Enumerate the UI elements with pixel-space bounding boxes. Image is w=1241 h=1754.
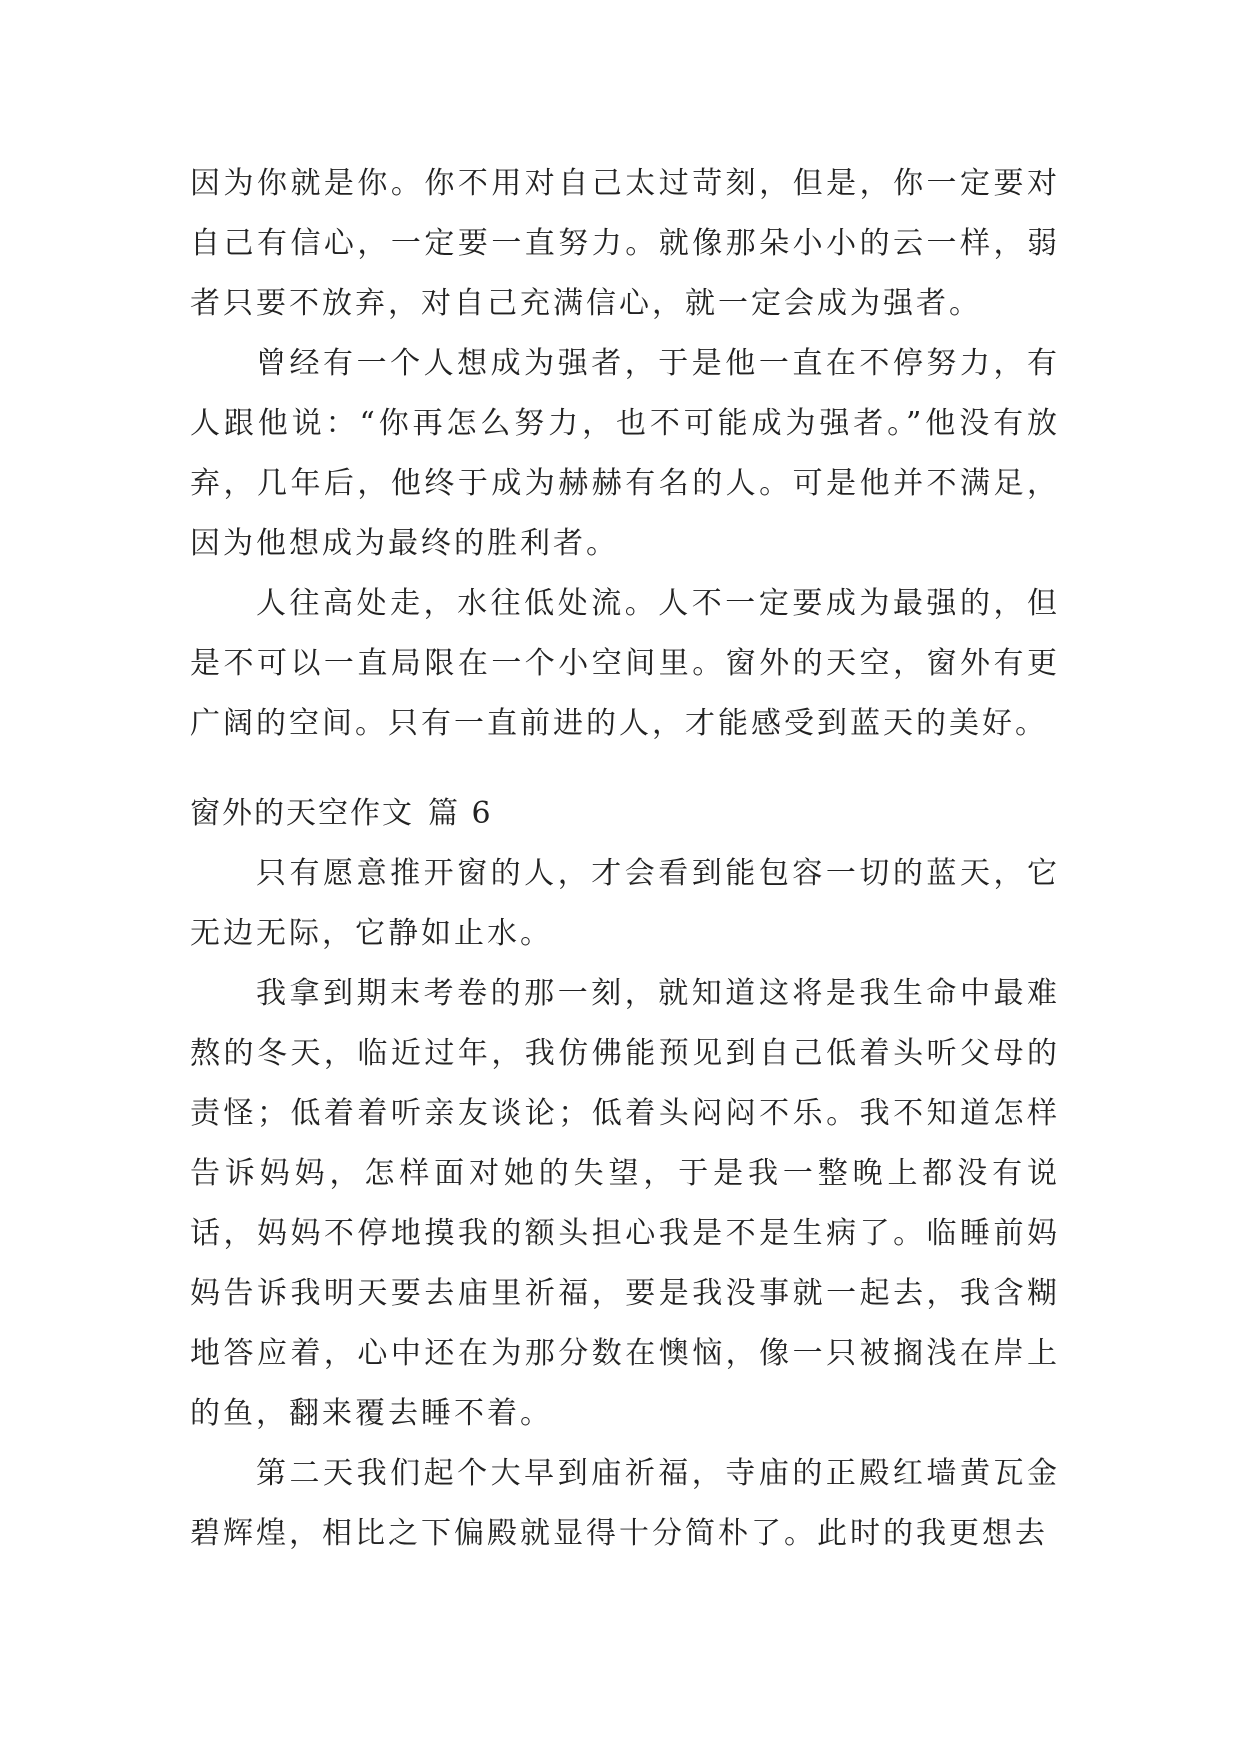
section-title: 窗外的天空作文: [190, 796, 414, 831]
paragraph-4: 只有愿意推开窗的人，才会看到能包容一切的蓝天，它无边无际，它静如止水。: [190, 856, 1060, 951]
paragraph-2: 曾经有一个人想成为强者，于是他一直在不停努力，有人跟他说：“你再怎么努力，也不可能成为强者。”他没有放弃，几年后，他终于成为赫赫有名的人。可是他并不满足，因为他想成为最终的胜利者。: [190, 346, 1060, 561]
paragraph-6: 第二天我们起个大早到庙祈福，寺庙的正殿红墙黄瓦金碧辉煌，相比之下偏殿就显得十分简朴了。此时的我更想去: [190, 1456, 1060, 1551]
paragraph-3: 人往高处走，水往低处流。人不一定要成为最强的，但是不可以一直局限在一个小空间里。窗外的天空，窗外有更广阔的空间。只有一直前进的人，才能感受到蓝天的美好。: [190, 586, 1060, 741]
paragraph-5: 我拿到期末考卷的那一刻，就知道这将是我生命中最难熬的冬天，临近过年，我仿佛能预见到自己低着头听父母的责怪；低着着听亲友谈论；低着头闷闷不乐。我不知道怎样告诉妈妈，怎样面对她的失望，于是我一整晚上都没有说话，妈妈不停地摸我的额头担心我是不是生病了。临睡前妈妈告诉我明天要去庙里祈福，要是我没事就一起去，我含糊地答应着，心中还在为那分数在懊恼，像一只被搁浅在岸上的鱼，翻来覆去睡不着。: [190, 976, 1060, 1431]
section-heading: [190, 784, 1060, 844]
section-number: 篇 6: [428, 796, 493, 831]
paragraph-1: 因为你就是你。你不用对自己太过苛刻，但是，你一定要对自己有信心，一定要一直努力。就像那朵小小的云一样，弱者只要不放弃，对自己充满信心，就一定会成为强者。: [190, 166, 1060, 321]
document-body: [190, 154, 1060, 1564]
